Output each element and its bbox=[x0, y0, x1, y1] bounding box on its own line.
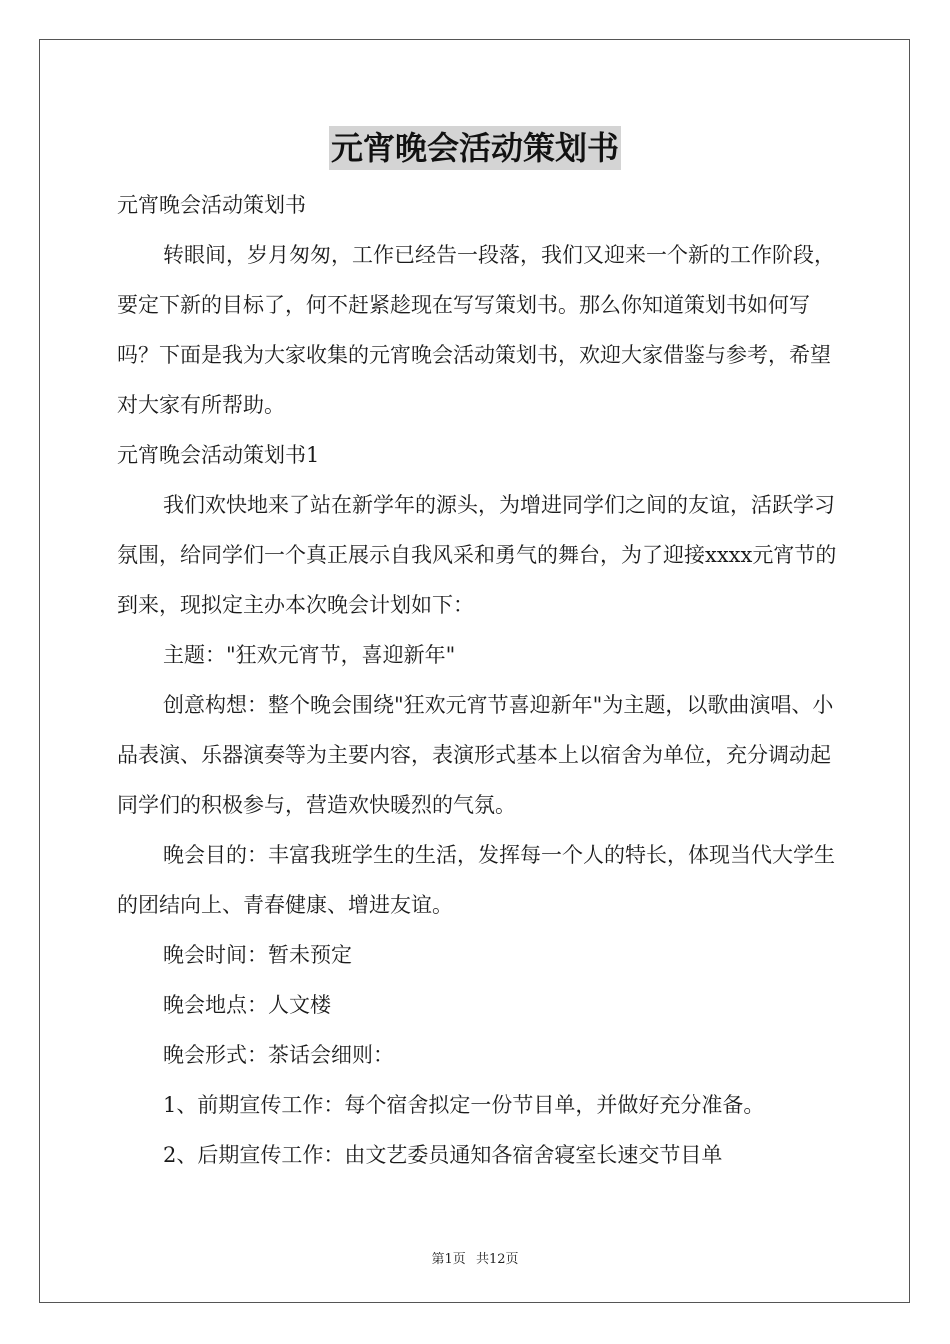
body-paragraph: 2、后期宣传工作：由文艺委员通知各宿舍寝室长速交节目单 bbox=[163, 1143, 723, 1167]
body-paragraph: 晚会形式：茶话会细则： bbox=[163, 1043, 394, 1067]
body-paragraph: 晚会时间：暂未预定 bbox=[163, 943, 352, 967]
body-paragraph: 主题："狂欢元宵节，喜迎新年" bbox=[163, 643, 456, 667]
body-paragraph: 晚会地点：人文楼 bbox=[163, 993, 331, 1017]
page-footer bbox=[0, 1248, 950, 1267]
document-title: 元宵晚会活动策划书 bbox=[329, 126, 621, 170]
title-container bbox=[0, 126, 950, 170]
body-paragraph: 转眼间，岁月匆匆，工作已经告一段落，我们又迎来一个新的工作阶段，要定下新的目标了，何不赶紧趁现在写写策划书。那么你知道策划书如何写吗？下面是我为大家收集的元宵晚会活动策划书，欢迎大家借鉴与参考，希望对大家有所帮助。 bbox=[117, 243, 835, 417]
section-heading: 元宵晚会活动策划书1 bbox=[117, 443, 320, 467]
body-paragraph: 晚会目的：丰富我班学生的生活，发挥每一个人的特长，体现当代大学生的团结向上、青春健康、增进友谊。 bbox=[117, 843, 835, 917]
document-body bbox=[117, 180, 839, 1180]
body-paragraph: 1、前期宣传工作：每个宿舍拟定一份节目单，并做好充分准备。 bbox=[163, 1093, 765, 1117]
section-heading: 元宵晚会活动策划书 bbox=[117, 193, 306, 217]
body-paragraph: 创意构想：整个晚会围绕"狂欢元宵节喜迎新年"为主题，以歌曲演唱、小品表演、乐器演奏等为主要内容，表演形式基本上以宿舍为单位，充分调动起同学们的积极参与，营造欢快暖烈的气氛。 bbox=[117, 693, 834, 817]
page-number: 第1页 bbox=[431, 1252, 466, 1267]
body-paragraph: 我们欢快地来了站在新学年的源头，为增进同学们之间的友谊，活跃学习氛围，给同学们一个真正展示自我风采和勇气的舞台，为了迎接xxxx元宵节的到来，现拟定主办本次晚会计划如下： bbox=[117, 493, 837, 617]
page-total: 共12页 bbox=[475, 1252, 519, 1267]
